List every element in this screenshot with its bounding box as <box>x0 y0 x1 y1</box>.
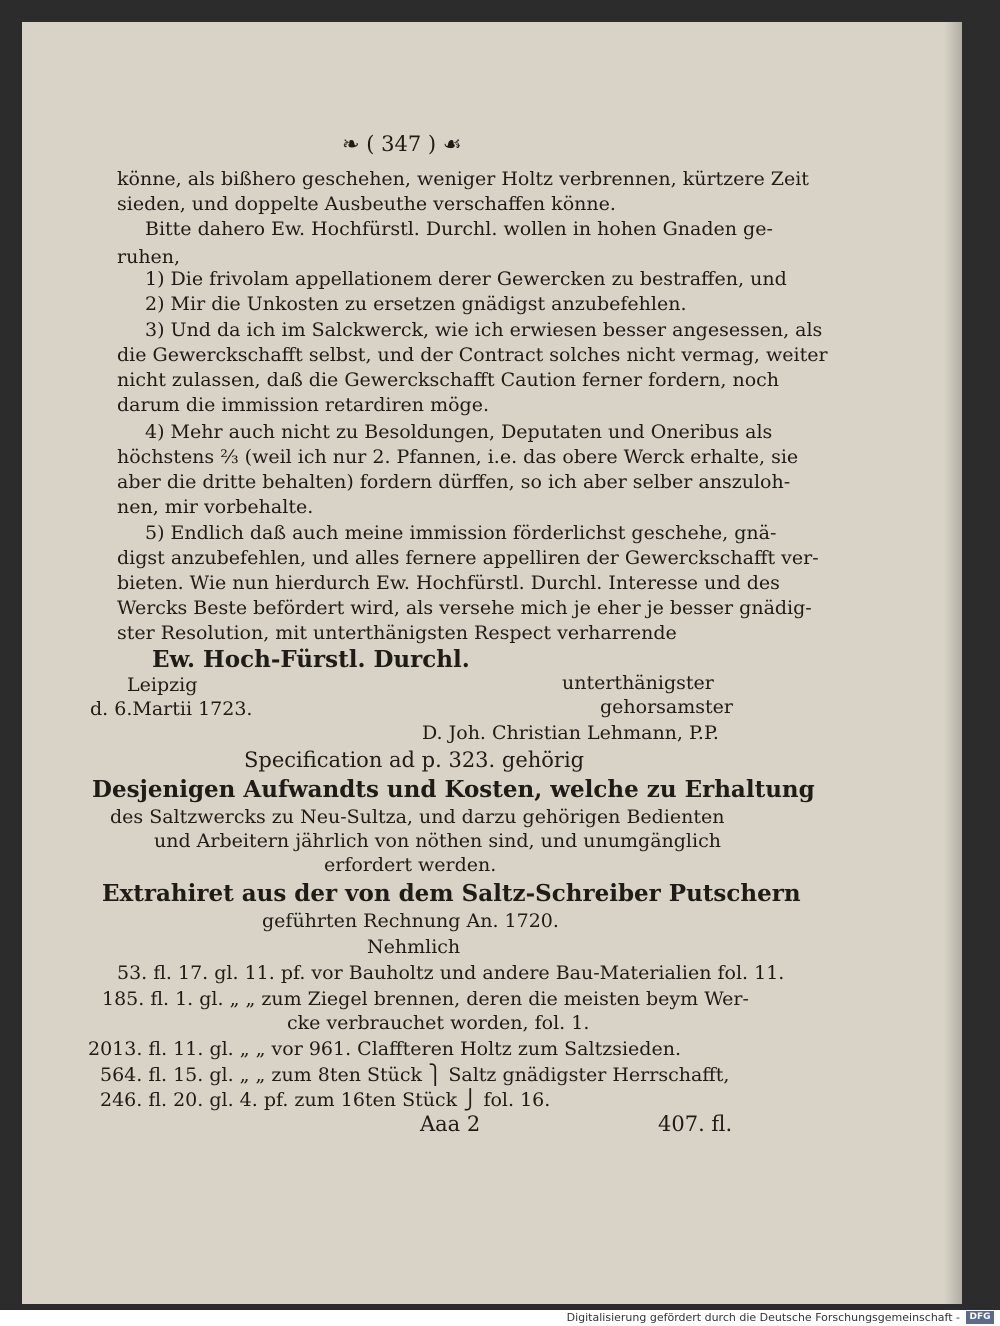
body-line: digst anzubefehlen, und alles fernere appelliren der Gewerckschafft ver- <box>117 547 819 569</box>
place: Leipzig <box>127 674 198 696</box>
spec-line: des Saltzwercks zu Neu-Sultza, und darzu gehörigen Bedienten <box>110 806 725 828</box>
entry-line: 53. fl. 17. gl. 11. pf. vor Bauholtz und andere Bau-Materialien fol. 11. <box>117 962 785 984</box>
footer-bar <box>0 1310 1000 1326</box>
body-line: Wercks Beste befördert wird, als versehe mich je eher je besser gnädig- <box>117 597 812 619</box>
page-header <box>342 132 462 156</box>
body-line: 2) Mir die Unkosten zu ersetzen gnädigst anzubefehlen. <box>145 293 687 315</box>
footer-text: Digitalisierung gefördert durch die Deutsche Forschungsgemeinschaft - <box>566 1311 960 1324</box>
page-number: ( 347 ) <box>366 132 437 156</box>
entry-line: 2013. fl. 11. gl. „ „ vor 961. Claffteren Holtz zum Saltzsieden. <box>88 1038 681 1060</box>
body-line: ster Resolution, mit unterthänigsten Respect verharrende <box>117 622 677 644</box>
body-line: ruhen, <box>117 246 181 268</box>
salutation: Ew. Hoch-Fürstl. Durchl. <box>152 646 470 673</box>
ornament-right-icon: ☙ <box>436 132 462 156</box>
body-line: könne, als bißhero geschehen, weniger Holtz verbrennen, kürtzere Zeit <box>117 168 809 190</box>
closing-line-2: gehorsamster <box>600 696 733 718</box>
page-edge-shadow <box>944 22 962 1304</box>
book-page <box>22 22 962 1304</box>
date: d. 6.Martii 1723. <box>90 698 253 720</box>
body-line: sieden, und doppelte Ausbeuthe verschaffen könne. <box>117 193 616 215</box>
entry-line: 185. fl. 1. gl. „ „ zum Ziegel brennen, deren die meisten beym Wer- <box>102 988 749 1010</box>
signature: D. Joh. Christian Lehmann, P.P. <box>422 722 719 744</box>
body-line: aber die dritte behalten) fordern dürffen, so ich aber selber anszuloh- <box>117 471 791 493</box>
entry-line: cke verbrauchet worden, fol. 1. <box>287 1012 590 1034</box>
catchword: 407. fl. <box>658 1112 733 1136</box>
ornament-left-icon: ❧ <box>342 132 367 156</box>
body-line: Bitte dahero Ew. Hochfürstl. Durchl. wollen in hohen Gnaden ge- <box>145 218 773 240</box>
closing-line-1: unterthänigster <box>562 672 714 694</box>
body-line: 4) Mehr auch nicht zu Besoldungen, Deputaten und Oneribus als <box>145 421 773 443</box>
entry-line: 564. fl. 15. gl. „ „ zum 8ten Stück ⎫ Saltz gnädigster Herrschafft, <box>100 1064 730 1086</box>
spec-line: und Arbeitern jährlich von nöthen sind, und unumgänglich <box>154 830 721 852</box>
spec-heading: Desjenigen Aufwandts und Kosten, welche zu Erhaltung <box>92 776 815 803</box>
body-line: nen, mir vorbehalte. <box>117 496 314 518</box>
spec-title: Specification ad p. 323. gehörig <box>244 748 585 772</box>
body-line: darum die immission retardiren möge. <box>117 394 489 416</box>
dfg-logo-icon: DFG <box>966 1311 994 1324</box>
spec-line: erfordert werden. <box>324 854 497 876</box>
body-line: 1) Die frivolam appellationem derer Gewercken zu bestraffen, und <box>145 268 787 290</box>
nehmlich: Nehmlich <box>367 936 461 958</box>
body-line: nicht zulassen, daß die Gewerckschafft Caution ferner fordern, noch <box>117 369 780 391</box>
signature-mark: Aaa 2 <box>420 1112 481 1136</box>
extract-sub: geführten Rechnung An. 1720. <box>262 910 559 932</box>
body-line: 5) Endlich daß auch meine immission förderlichst geschehe, gnä- <box>145 522 777 544</box>
body-line: 3) Und da ich im Salckwerck, wie ich erwiesen besser angesessen, als <box>145 319 823 341</box>
extract-heading: Extrahiret aus der von dem Saltz-Schreiber Putschern <box>102 880 801 907</box>
body-line: die Gewerckschafft selbst, und der Contract solches nicht vermag, weiter <box>117 344 828 366</box>
body-line: bieten. Wie nun hierdurch Ew. Hochfürstl. Durchl. Interesse und des <box>117 572 780 594</box>
entry-line: 246. fl. 20. gl. 4. pf. zum 16ten Stück ⎭ fol. 16. <box>100 1089 551 1111</box>
body-line: höchstens ⅔ (weil ich nur 2. Pfannen, i.e. das obere Werck erhalte, sie <box>117 446 799 468</box>
